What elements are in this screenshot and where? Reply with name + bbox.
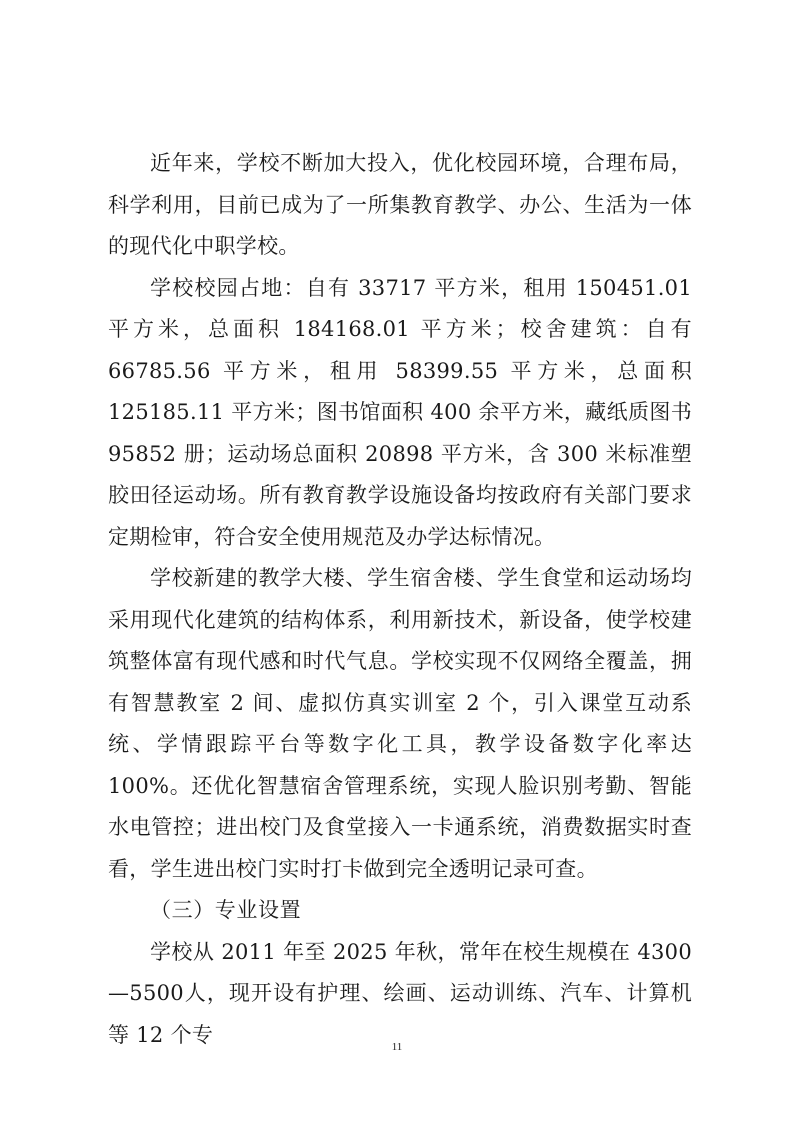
paragraph-campus-area: 学校校园占地：自有 33717 平方米，租用 150451.01 平方米，总面积 184168.01 平方米；校舍建筑：自有 66785.56 平方米，租用 58399.55 平方米，总面积 125185.11 平方米；图书馆面积 400 余平方米，藏纸质图书 95852 册；运动场总面积 20898 平方米，含 300 米标准塑胶田径运动场。所有教育教学设施设备均按政府有关部门要求定期检审，符合安全使用规范及办学达标情况。 (108, 275, 692, 549)
paragraph-buildings-digital: 学校新建的教学大楼、学生宿舍楼、学生食堂和运动场均采用现代化建筑的结构体系，利用新技术，新设备，使学校建筑整体富有现代感和时代气息。学校实现不仅网络全覆盖，拥有智慧教室 2 间、虚拟仿真实训室 2 个，引入课堂互动系统、学情跟踪平台等数字化工具，教学设备数字化率达 100%。还优化智慧宿舍管理系统，实现人脸识别考勤、智能水电管控；进出校门及食堂接入一卡通系统，消费数据实时查看，学生进出校门实时打卡做到完全透明记录可查。 (108, 566, 692, 881)
paragraph-majors: 学校从 2011 年至 2025 年秋，常年在校生规模在 4300—5500人，现开设有护理、绘画、运动训练、汽车、计算机等 12 个专 (108, 939, 692, 1047)
paragraph-campus-overview: 近年来，学校不断加大投入，优化校园环境，合理布局，科学利用，目前已成为了一所集教育教学、办公、生活为一体的现代化中职学校。 (108, 151, 692, 258)
page-body (108, 143, 692, 1056)
section-heading: （三）专业设置 (150, 898, 302, 922)
page-number: 11 (391, 1041, 403, 1053)
